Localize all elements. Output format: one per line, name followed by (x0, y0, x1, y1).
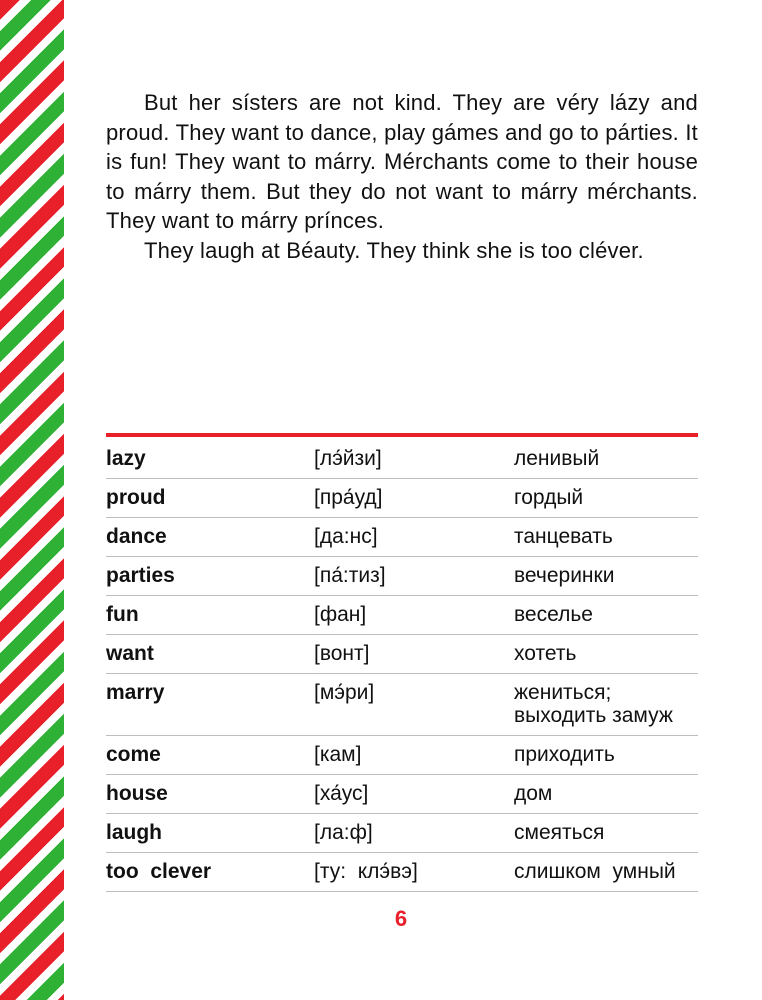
vocab-pronunciation: [да:нс] (314, 518, 514, 557)
vocab-word: marry (106, 674, 314, 736)
vocab-word: parties (106, 557, 314, 596)
page-number: 6 (394, 906, 408, 931)
paragraph-2: They laugh at Béauty. They think she is too cléver. (144, 237, 644, 263)
vocab-pronunciation: [фан] (314, 596, 514, 635)
decorative-stripe-border (0, 0, 64, 1000)
vocab-word: house (106, 775, 314, 814)
vocab-word: lazy (106, 440, 314, 479)
vocab-pronunciation: [па́:тиз] (314, 557, 514, 596)
stripe-edge (64, 0, 65, 1000)
vocab-pronunciation: [пра́уд] (314, 479, 514, 518)
vocabulary-table (106, 440, 698, 892)
vocab-row (106, 557, 698, 596)
vocab-translation: танцевать (514, 518, 698, 557)
vocab-row (106, 596, 698, 635)
vocab-translation: дом (514, 775, 698, 814)
vocab-word: fun (106, 596, 314, 635)
vocab-translation: гордый (514, 479, 698, 518)
vocab-word: too clever (106, 853, 314, 892)
vocab-row (106, 775, 698, 814)
vocab-row (106, 814, 698, 853)
vocab-row (106, 635, 698, 674)
vocab-pronunciation: [лэ́йзи] (314, 440, 514, 479)
vocab-row (106, 440, 698, 479)
vocab-word: dance (106, 518, 314, 557)
paragraph-1: But her sísters are not kind. They are véry lázy and proud. They want to dance, play gámes and go to párties. It is fun! They want to márry. Mérchants come to their house to márry them. But they do not want to márry mérchants. They want to márry prínces. (106, 90, 698, 233)
vocab-pronunciation: [кам] (314, 736, 514, 775)
vocab-translation: хотеть (514, 635, 698, 674)
vocab-row (106, 479, 698, 518)
vocabulary-top-rule (106, 433, 698, 437)
vocab-row (106, 736, 698, 775)
vocab-row (106, 518, 698, 557)
vocab-translation: веселье (514, 596, 698, 635)
vocab-translation: приходить (514, 736, 698, 775)
vocab-pronunciation: [мэ́ри] (314, 674, 514, 736)
vocab-word: proud (106, 479, 314, 518)
vocab-row (106, 674, 698, 736)
vocab-pronunciation: [вонт] (314, 635, 514, 674)
vocab-word: laugh (106, 814, 314, 853)
vocab-pronunciation: [ту: клэ́вэ] (314, 853, 514, 892)
vocab-pronunciation: [ла:ф] (314, 814, 514, 853)
vocab-word: want (106, 635, 314, 674)
vocab-translation: смеяться (514, 814, 698, 853)
vocab-translation: жениться; выходить замуж (514, 674, 698, 736)
vocab-translation: слишком умный (514, 853, 698, 892)
vocab-word: come (106, 736, 314, 775)
vocab-translation: вечеринки (514, 557, 698, 596)
story-text (106, 88, 698, 265)
vocab-row (106, 853, 698, 892)
vocab-translation: ленивый (514, 440, 698, 479)
vocab-pronunciation: [ха́ус] (314, 775, 514, 814)
